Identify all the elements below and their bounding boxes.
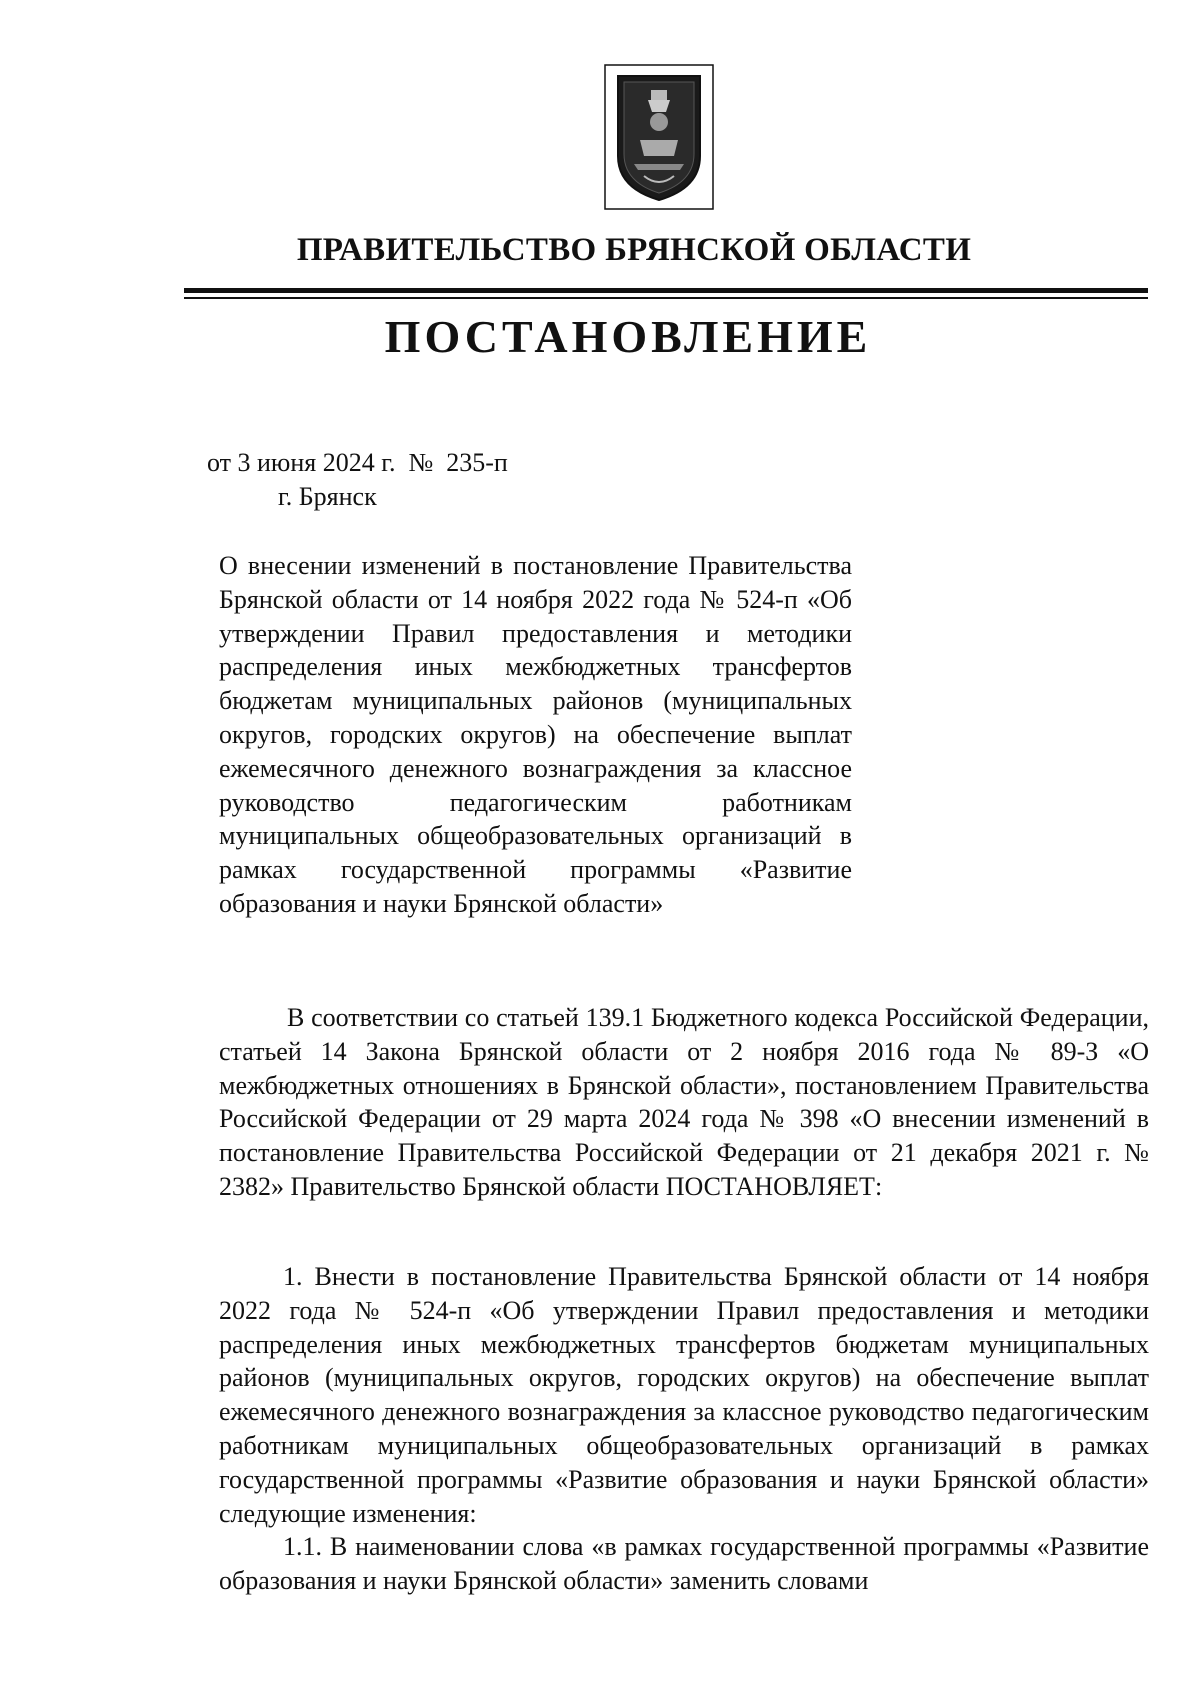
item-1-1-text: 1.1. В наименовании слова «в рамках государственной программы «Развитие образования и науки Брянской области» заменить словами	[219, 1532, 1149, 1595]
header-rule-thin	[184, 297, 1148, 299]
coat-of-arms-icon	[604, 64, 714, 210]
document-subject: О внесении изменений в постановление Правительства Брянской области от 14 ноября 2022 года № 524-п «Об утверждении Правил предоставления и методики распределения иных межбюджетных трансфертов бюджетам муниципальных районов (муниципальных округов, городских округов) на обеспечение выплат ежемесячного денежного вознаграждения за классное руководство педагогическим работникам муниципальных общеобразовательных организаций в рамках государственной программы «Развитие образования и науки Брянской области»	[219, 551, 852, 918]
document-date-number: от 3 июня 2024 г. № 235-п	[207, 448, 508, 477]
preamble-text: В соответствии со статьей 139.1 Бюджетного кодекса Российской Федерации, статьей 14 Закона Брянской области от 2 ноября 2016 года № 89-З «О межбюджетных отношениях в Брянской области», постановлением Правительства Российской Федерации от 29 марта 2024 года № 398 «О внесении изменений в постановление Правительства Российской Федерации от 21 декабря 2021 г. № 2382» Правительство Брянской области ПОСТАНОВЛЯЕТ:	[219, 1003, 1149, 1201]
item-1-paragraph	[219, 1260, 1149, 1530]
document-type-title: ПОСТАНОВЛЕНИЕ	[384, 311, 872, 362]
document-city: г. Брянск	[278, 482, 377, 511]
item-1-1-paragraph	[219, 1530, 1149, 1598]
item-1-text: 1. Внести в постановление Правительства Брянской области от 14 ноября 2022 года № 524-п «Об утверждении Правил предоставления и методики распределения иных межбюджетных трансфертов бюджетам муниципальных районов (муниципальных округов, городских округов) на обеспечение выплат ежемесячного денежного вознаграждения за классное руководство педагогическим работникам муниципальных общеобразовательных организаций в рамках государственной программы «Развитие образования и науки Брянской области» следующие изменения:	[219, 1262, 1149, 1528]
organization-title: ПРАВИТЕЛЬСТВО БРЯНСКОЙ ОБЛАСТИ	[296, 232, 972, 268]
header-rule-thick	[184, 288, 1148, 293]
preamble-paragraph	[219, 1001, 1149, 1204]
